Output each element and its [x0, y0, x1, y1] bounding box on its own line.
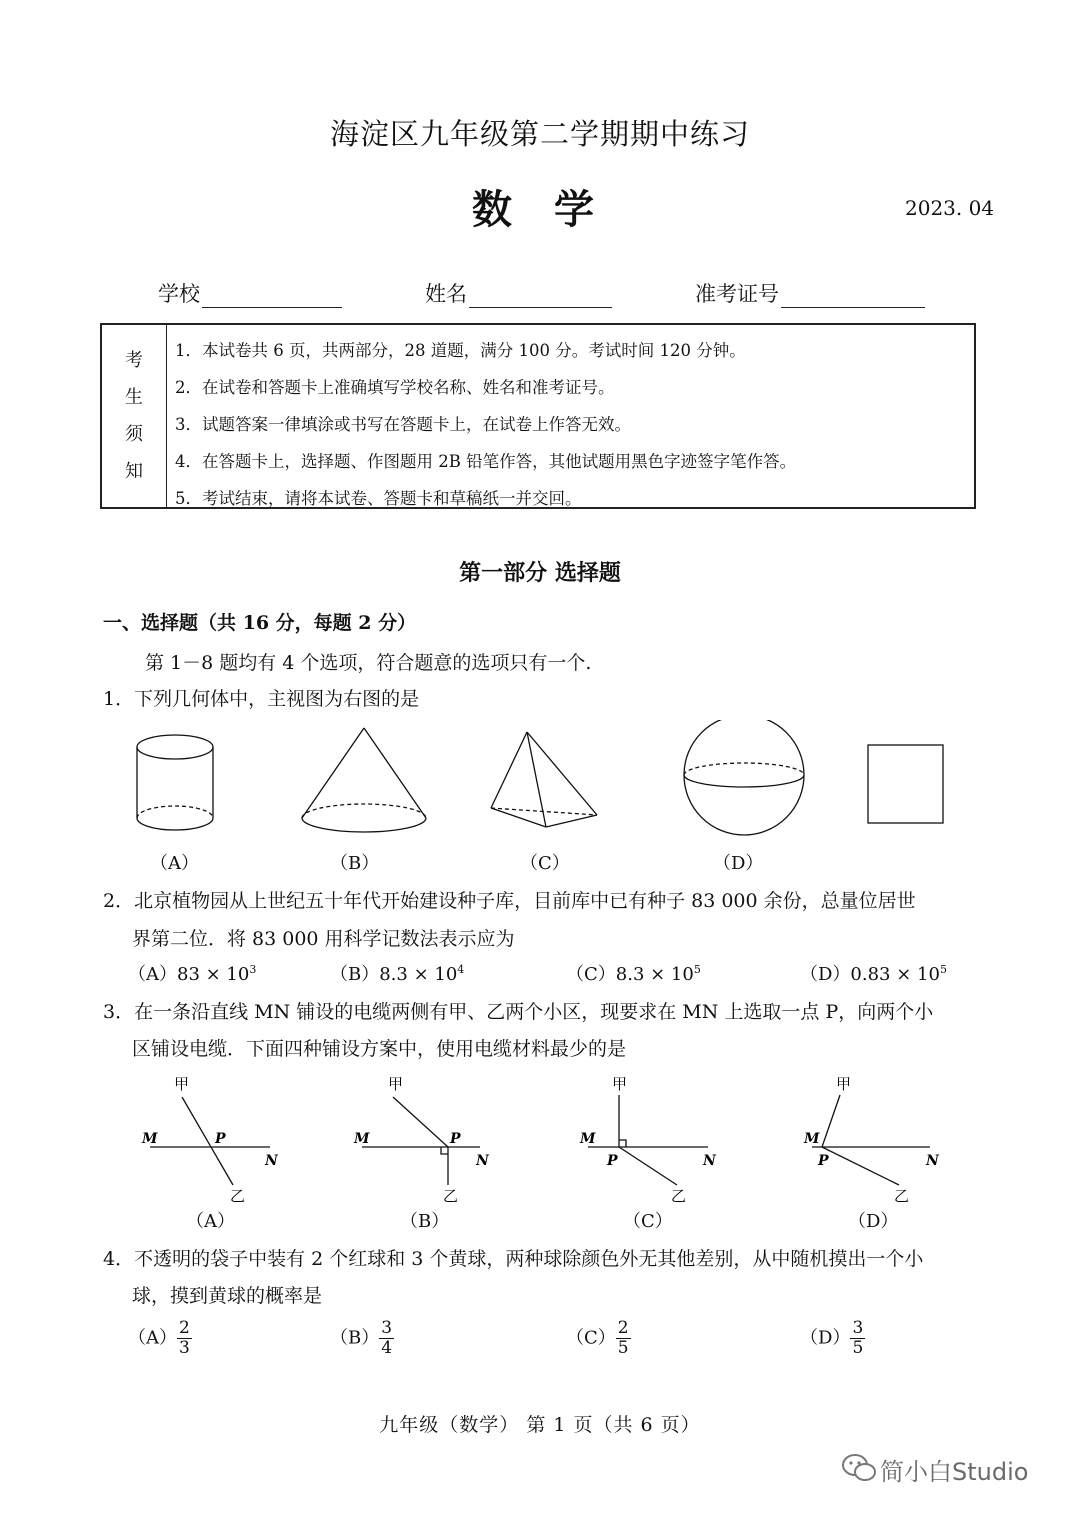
q2-option-a[interactable]: $(A)83 \times 10^3$	[128, 963, 257, 985]
exam-id-field[interactable]	[695, 278, 925, 308]
name-blank[interactable]	[469, 285, 612, 308]
q1-caption-c: （C）	[520, 853, 570, 874]
name-field[interactable]	[425, 278, 612, 308]
notice-item: 3．试题答案一律填涂或书写在答题卡上，在试卷上作答无效。	[175, 415, 631, 434]
label-p: P	[607, 1153, 618, 1169]
label-yi: 乙	[443, 1187, 459, 1205]
page-footer: 九年级（数学） 第 1 页（共 6 页）	[379, 1414, 701, 1436]
notice-side-label	[102, 325, 167, 507]
q4-line2: 球，摸到黄球的概率是	[132, 1285, 323, 1307]
label-p: P	[818, 1153, 829, 1169]
q4-line1: 4．不透明的袋子中装有 2 个红球和 3 个黄球，两种球除颜色外无其他差别，从中随机摸出一个小	[103, 1248, 924, 1270]
school-blank[interactable]	[202, 285, 342, 308]
section-instruction: 第 1－8 题均有 4 个选项，符合题意的选项只有一个.	[145, 652, 592, 674]
q2-line1: 2．北京植物园从上世纪五十年代开始建设种子库，目前库中已有种子 83 000 余份，总量位居世	[103, 890, 916, 912]
notice-item: 4．在答题卡上，选择题、作图题用 2B 铅笔作答，其他试题用黑色字迹签字笔作答。	[175, 452, 797, 471]
q4-option-c[interactable]: （C） $\frac{2}{5}$	[566, 1318, 629, 1358]
q1-figures	[120, 720, 960, 845]
part-title: 第一部分 选择题	[459, 560, 621, 586]
label-yi: 乙	[671, 1187, 687, 1205]
label-m: M	[804, 1131, 820, 1147]
q1-caption-a: （A）	[150, 853, 199, 874]
wechat-icon	[840, 1452, 878, 1484]
q3-caption-d: （D）	[848, 1211, 899, 1232]
q4-option-b[interactable]: （B） $\frac{3}{4}$	[330, 1318, 393, 1358]
label-jia: 甲	[388, 1075, 404, 1093]
notice-char: 知	[125, 461, 143, 482]
watermark-text: 简小白Studio	[880, 1458, 1029, 1486]
q4-option-d[interactable]: （D） $\frac{3}{5}$	[800, 1318, 864, 1358]
cone-icon[interactable]	[302, 728, 426, 832]
notice-char: 生	[125, 387, 143, 408]
exam-id-blank[interactable]	[781, 285, 925, 308]
q3-diagram-b[interactable]	[362, 1097, 480, 1185]
q2-option-d[interactable]: $(D)0.83 \times 10^5$	[800, 963, 947, 985]
q2-option-c[interactable]: $(C)8.3 \times 10^5$	[566, 963, 701, 985]
q1-caption-d: （D）	[713, 853, 764, 874]
q3-diagram-c[interactable]	[588, 1095, 708, 1185]
pyramid-icon[interactable]	[491, 732, 597, 827]
label-jia: 甲	[174, 1075, 190, 1093]
notice-box	[100, 323, 976, 509]
cylinder-icon[interactable]	[137, 735, 213, 830]
label-p: P	[215, 1131, 226, 1147]
q4-option-a[interactable]: （A） $\frac{2}{3}$	[128, 1318, 190, 1358]
label-n: N	[926, 1153, 939, 1169]
name-label: 姓名	[425, 282, 467, 306]
notice-items	[175, 332, 796, 517]
q2-line2: 界第二位．将 83 000 用科学记数法表示应为	[132, 928, 515, 950]
school-field[interactable]	[158, 278, 342, 308]
sphere-icon[interactable]	[684, 720, 804, 835]
notice-char: 须	[125, 424, 143, 445]
label-yi: 乙	[230, 1187, 246, 1205]
section-heading: 一、选择题（共 16 分，每题 2 分）	[103, 612, 417, 634]
q1-stem: 1．下列几何体中，主视图为右图的是	[103, 688, 420, 710]
q3-diagram-a[interactable]	[150, 1097, 270, 1185]
q3-caption-b: （B）	[400, 1211, 450, 1232]
notice-item: 1．本试卷共 6 页，共两部分，28 道题，满分 100 分。考试时间 120 分钟。	[175, 341, 746, 360]
label-jia: 甲	[612, 1075, 628, 1093]
exam-id-label: 准考证号	[695, 282, 779, 306]
label-m: M	[354, 1131, 370, 1147]
q3-diagram-d[interactable]	[812, 1095, 930, 1185]
notice-char: 考	[125, 350, 143, 371]
q3-caption-a: （A）	[186, 1211, 235, 1232]
q3-caption-c: （C）	[623, 1211, 673, 1232]
notice-item: 2．在试卷和答题卡上准确填写学校名称、姓名和准考证号。	[175, 378, 615, 397]
label-n: N	[476, 1153, 489, 1169]
q3-line1: 3．在一条沿直线 MN 铺设的电缆两侧有甲、乙两个小区，现要求在 MN 上选取一点 P，向两个小	[103, 1001, 934, 1023]
q3-figures	[130, 1070, 950, 1205]
label-n: N	[265, 1153, 278, 1169]
label-m: M	[580, 1131, 596, 1147]
label-n: N	[703, 1153, 716, 1169]
q1-caption-b: （B）	[330, 853, 380, 874]
exam-date: 2023. 04	[905, 196, 995, 220]
label-jia: 甲	[836, 1075, 852, 1093]
school-label: 学校	[158, 282, 200, 306]
subject-title: 数 学	[472, 186, 608, 233]
label-p: P	[450, 1131, 461, 1147]
q3-line2: 区铺设电缆．下面四种铺设方案中，使用电缆材料最少的是	[132, 1038, 627, 1060]
q2-option-b[interactable]: $(B)8.3 \times 10^4$	[330, 963, 465, 985]
label-m: M	[142, 1131, 158, 1147]
exam-title: 海淀区九年级第二学期期中练习	[329, 117, 750, 151]
label-yi: 乙	[894, 1187, 910, 1205]
notice-item: 5．考试结束，请将本试卷、答题卡和草稿纸一并交回。	[175, 489, 582, 508]
square-icon	[868, 745, 943, 823]
